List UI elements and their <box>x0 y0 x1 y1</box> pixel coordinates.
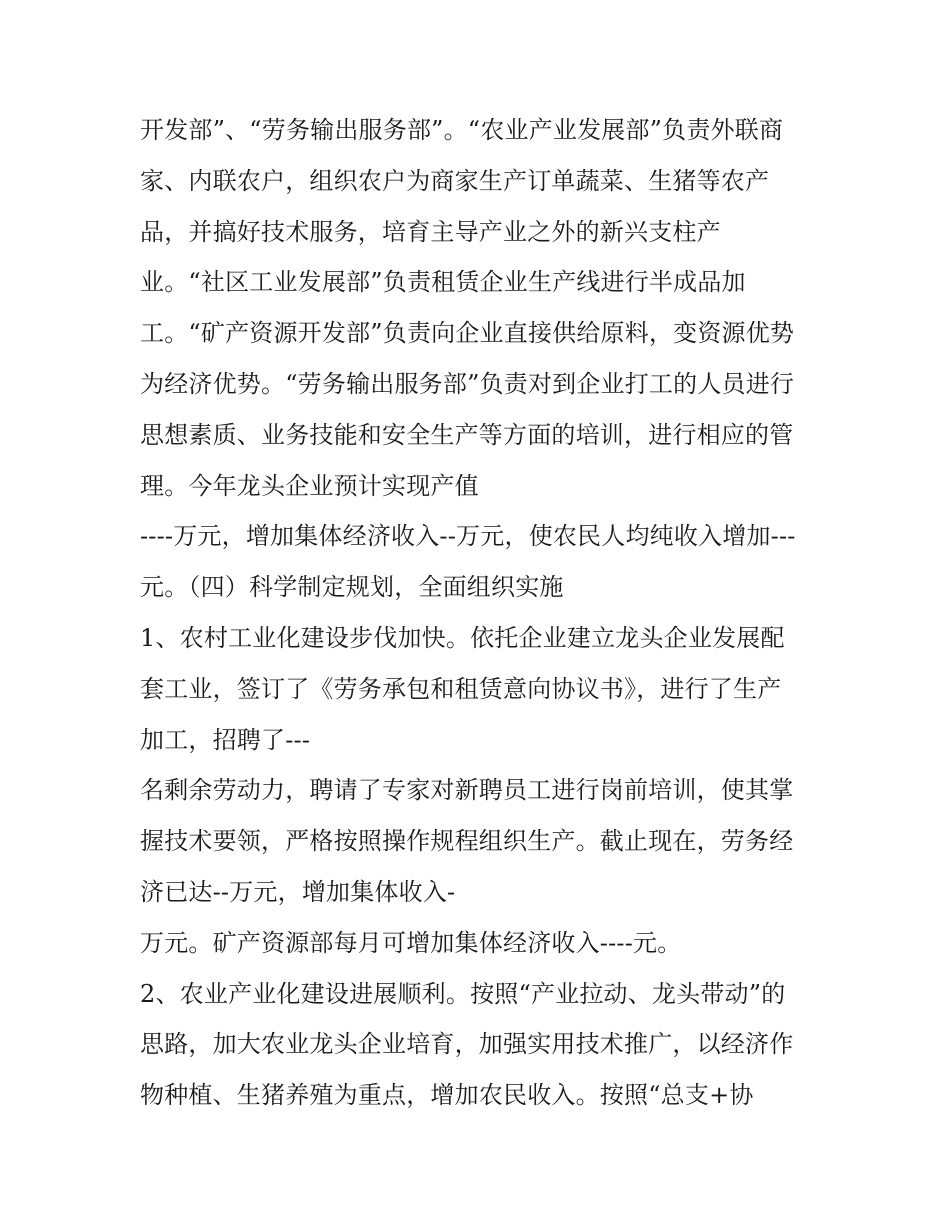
text-line: 物种植、生猪养殖为重点，增加农民收入。按照“总支+协 <box>140 1081 754 1110</box>
text-line: 济已达--万元，增加集体收入- <box>140 877 456 906</box>
text-line: 万元。矿产资源部每月可增加集体经济收入----元。 <box>140 928 682 957</box>
text-line: 业。“社区工业发展部”负责租赁企业生产线进行半成品加 <box>140 268 746 297</box>
text-line: 理。今年龙头企业预计实现产值 <box>140 471 479 500</box>
text-line: 加工，招聘了--- <box>140 725 311 754</box>
text-line: 工。“矿产资源开发部”负责向企业直接供给原料，变资源优势 <box>140 319 795 348</box>
text-line: 2、农业产业化建设进展顺利。按照“产业拉动、龙头带动”的 <box>140 979 786 1008</box>
text-line: 思想素质、业务技能和安全生产等方面的培训，进行相应的管 <box>140 420 794 449</box>
text-line: 握技术要领，严格按照操作规程组织生产。截止现在，劳务经 <box>140 827 794 856</box>
text-line: ----万元，增加集体经济收入--万元，使农民人均纯收入增加--- <box>140 522 796 551</box>
text-line: 思路，加大农业龙头企业培育，加强实用技术推广，以经济作 <box>140 1030 794 1059</box>
text-line: 开发部”、“劳务输出服务部”。“农业产业发展部”负责外联商 <box>140 116 784 144</box>
text-line: 套工业，签订了《劳务承包和租赁意向协议书》，进行了生产 <box>140 674 782 703</box>
text-line: 名剩余劳动力，聘请了专家对新聘员工进行岗前培训，使其掌 <box>140 776 794 805</box>
text-line: 元。（四）科学制定规划，全面组织实施 <box>140 573 564 602</box>
text-line: 为经济优势。“劳务输出服务部”负责对到企业打工的人员进行 <box>140 369 795 398</box>
text-line: 品，并搞好技术服务，培育主导产业之外的新兴支柱产 <box>140 217 721 246</box>
body-text <box>140 105 830 1121</box>
text-line: 1、农村工业化建设步伐加快。依托企业建立龙头企业发展配 <box>140 623 785 652</box>
text-line: 家、内联农户，组织农户为商家生产订单蔬菜、生猪等农产 <box>140 166 770 195</box>
